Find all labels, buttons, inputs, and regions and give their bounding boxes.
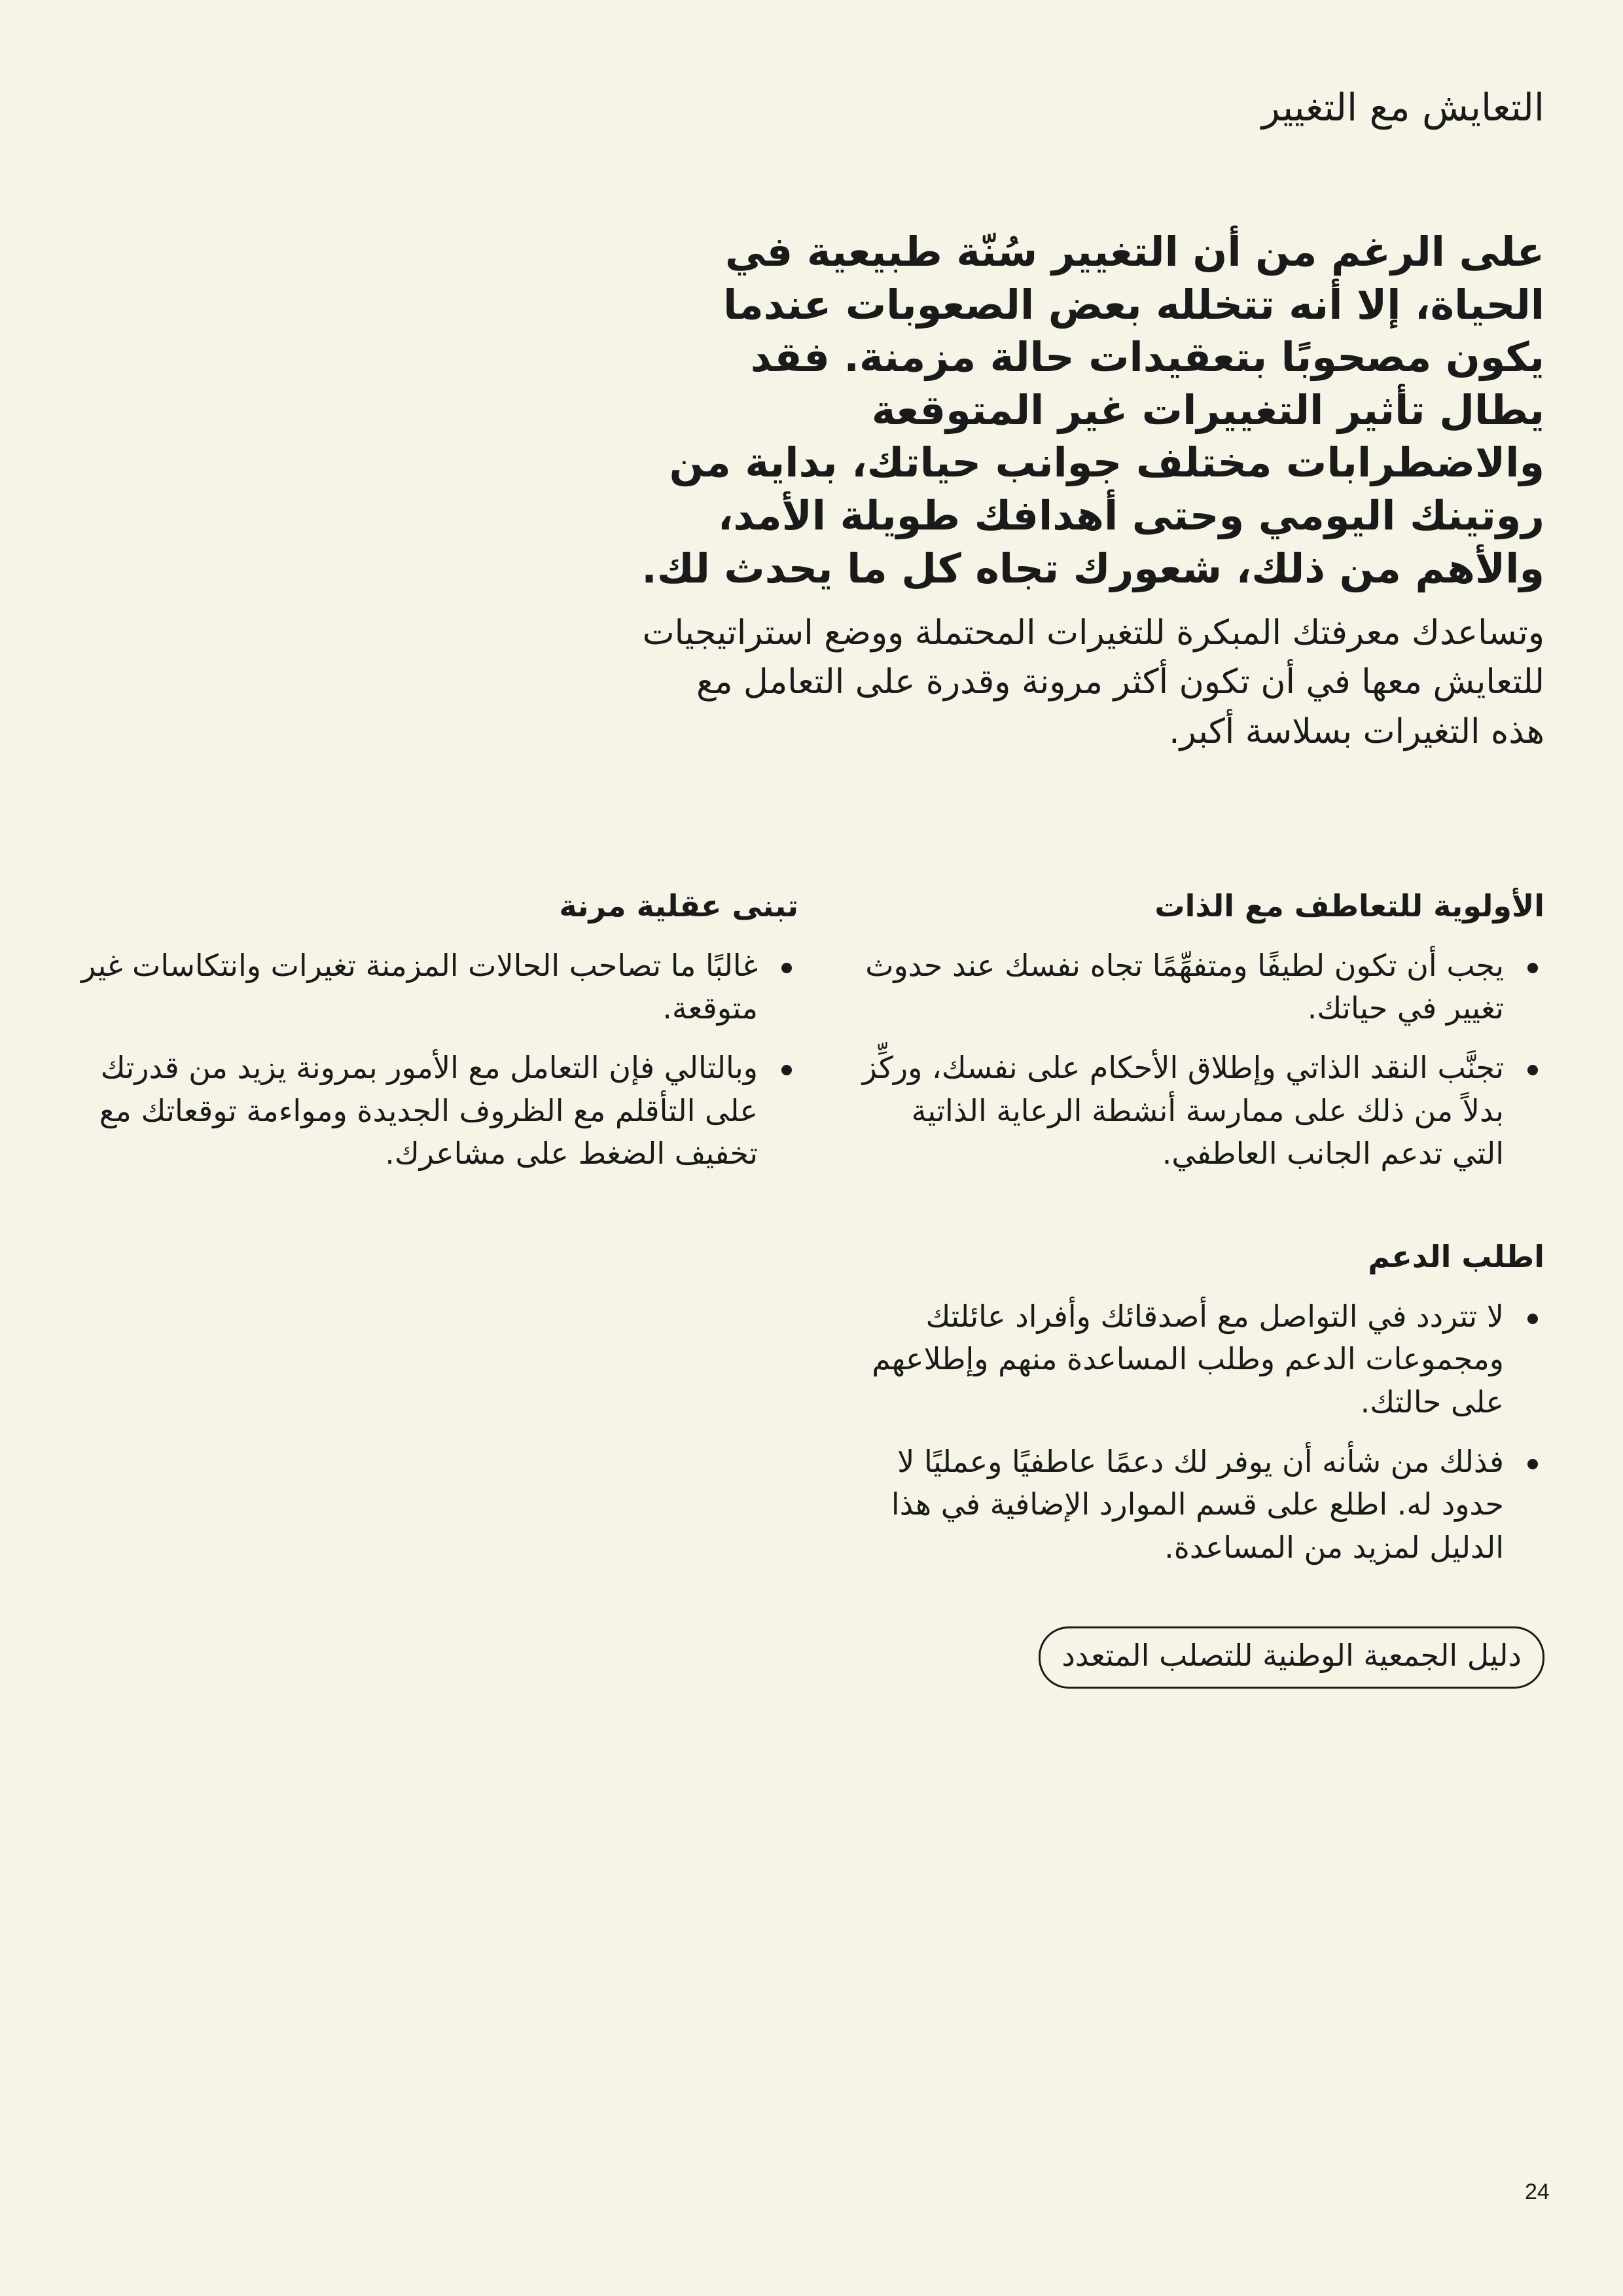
list-item-text: تجنَّب النقد الذاتي وإطلاق الأحكام على نفسك، وركِّز بدلاً من ذلك على ممارسة أنشطة الرعاية الذاتية التي تدعم الجانب العاطفي.	[862, 1050, 1504, 1172]
list-item	[851, 1441, 1544, 1569]
list-item	[851, 944, 1544, 1030]
list-item-text: لا تتردد في التواصل مع أصدقائك وأفراد عائلتك ومجموعات الدعم وطلب المساعدة منهم وإطلاعهم على حالتك.	[872, 1299, 1504, 1420]
list-item	[851, 1047, 1544, 1175]
flexible-mindset-heading: تبنى عقلية مرنة	[559, 888, 798, 924]
list-item-text: فذلك من شأنه أن يوفر لك دعمًا عاطفيًا وعمليًا لا حدود له. اطلع على قسم الموارد الإضافية في هذا الدليل لمزيد من المساعدة.	[891, 1444, 1504, 1565]
support-list	[851, 1295, 1544, 1569]
guide-tag: دليل الجمعية الوطنية للتصلب المتعدد	[1039, 1626, 1544, 1689]
intro-paragraph: وتساعدك معرفتك المبكرة للتغيرات المحتملة ووضع استراتيجيات للتعايش معها في أن تكون أكثر مرونة وقدرة على التعامل مع هذه التغيرات بسلاسة أكبر.	[642, 613, 1544, 751]
spacer	[851, 1192, 1544, 1238]
list-item-text: يجب أن تكون لطيفًا ومتفهِّمًا تجاه نفسك عند حدوث تغيير في حياتك.	[865, 947, 1504, 1026]
right-column	[851, 887, 1544, 1586]
self-compassion-heading: الأولوية للتعاطف مع الذات	[1154, 888, 1544, 924]
support-section	[851, 1238, 1544, 1569]
self-compassion-section	[851, 887, 1544, 1175]
list-item	[65, 944, 798, 1030]
page-title: التعايش مع التغيير	[1261, 85, 1544, 130]
list-item	[65, 1047, 798, 1175]
list-item-text: غالبًا ما تصاحب الحالات المزمنة تغيرات وانتكاسات غير متوقعة.	[81, 947, 758, 1026]
support-heading: اطلب الدعم	[1368, 1239, 1544, 1275]
flexible-mindset-section	[65, 887, 798, 1175]
self-compassion-list	[851, 944, 1544, 1175]
page-number: 24	[1525, 2179, 1550, 2204]
lead-paragraph: على الرغم من أن التغيير سُنّة طبيعية في الحياة، إلا أنه تتخلله بعض الصعوبات عندما يكون مصحوبًا بتعقيدات حالة مزمنة. فقد يطال تأثير التغييرات غير المتوقعة والاضطرابات مختلف جوانب حياتك، بداية من روتينك اليومي وحتى أهدافك طويلة الأمد، والأهم من ذلك، شعورك تجاه كل ما يحدث لك.	[641, 228, 1544, 592]
flexible-mindset-list	[65, 944, 798, 1175]
list-item-text: وبالتالي فإن التعامل مع الأمور بمرونة يزيد من قدرتك على التأقلم مع الظروف الجديدة ومواءمة توقعاتك مع تخفيف الضغط على مشاعرك.	[99, 1050, 758, 1172]
list-item	[851, 1295, 1544, 1424]
left-column	[65, 887, 798, 1192]
